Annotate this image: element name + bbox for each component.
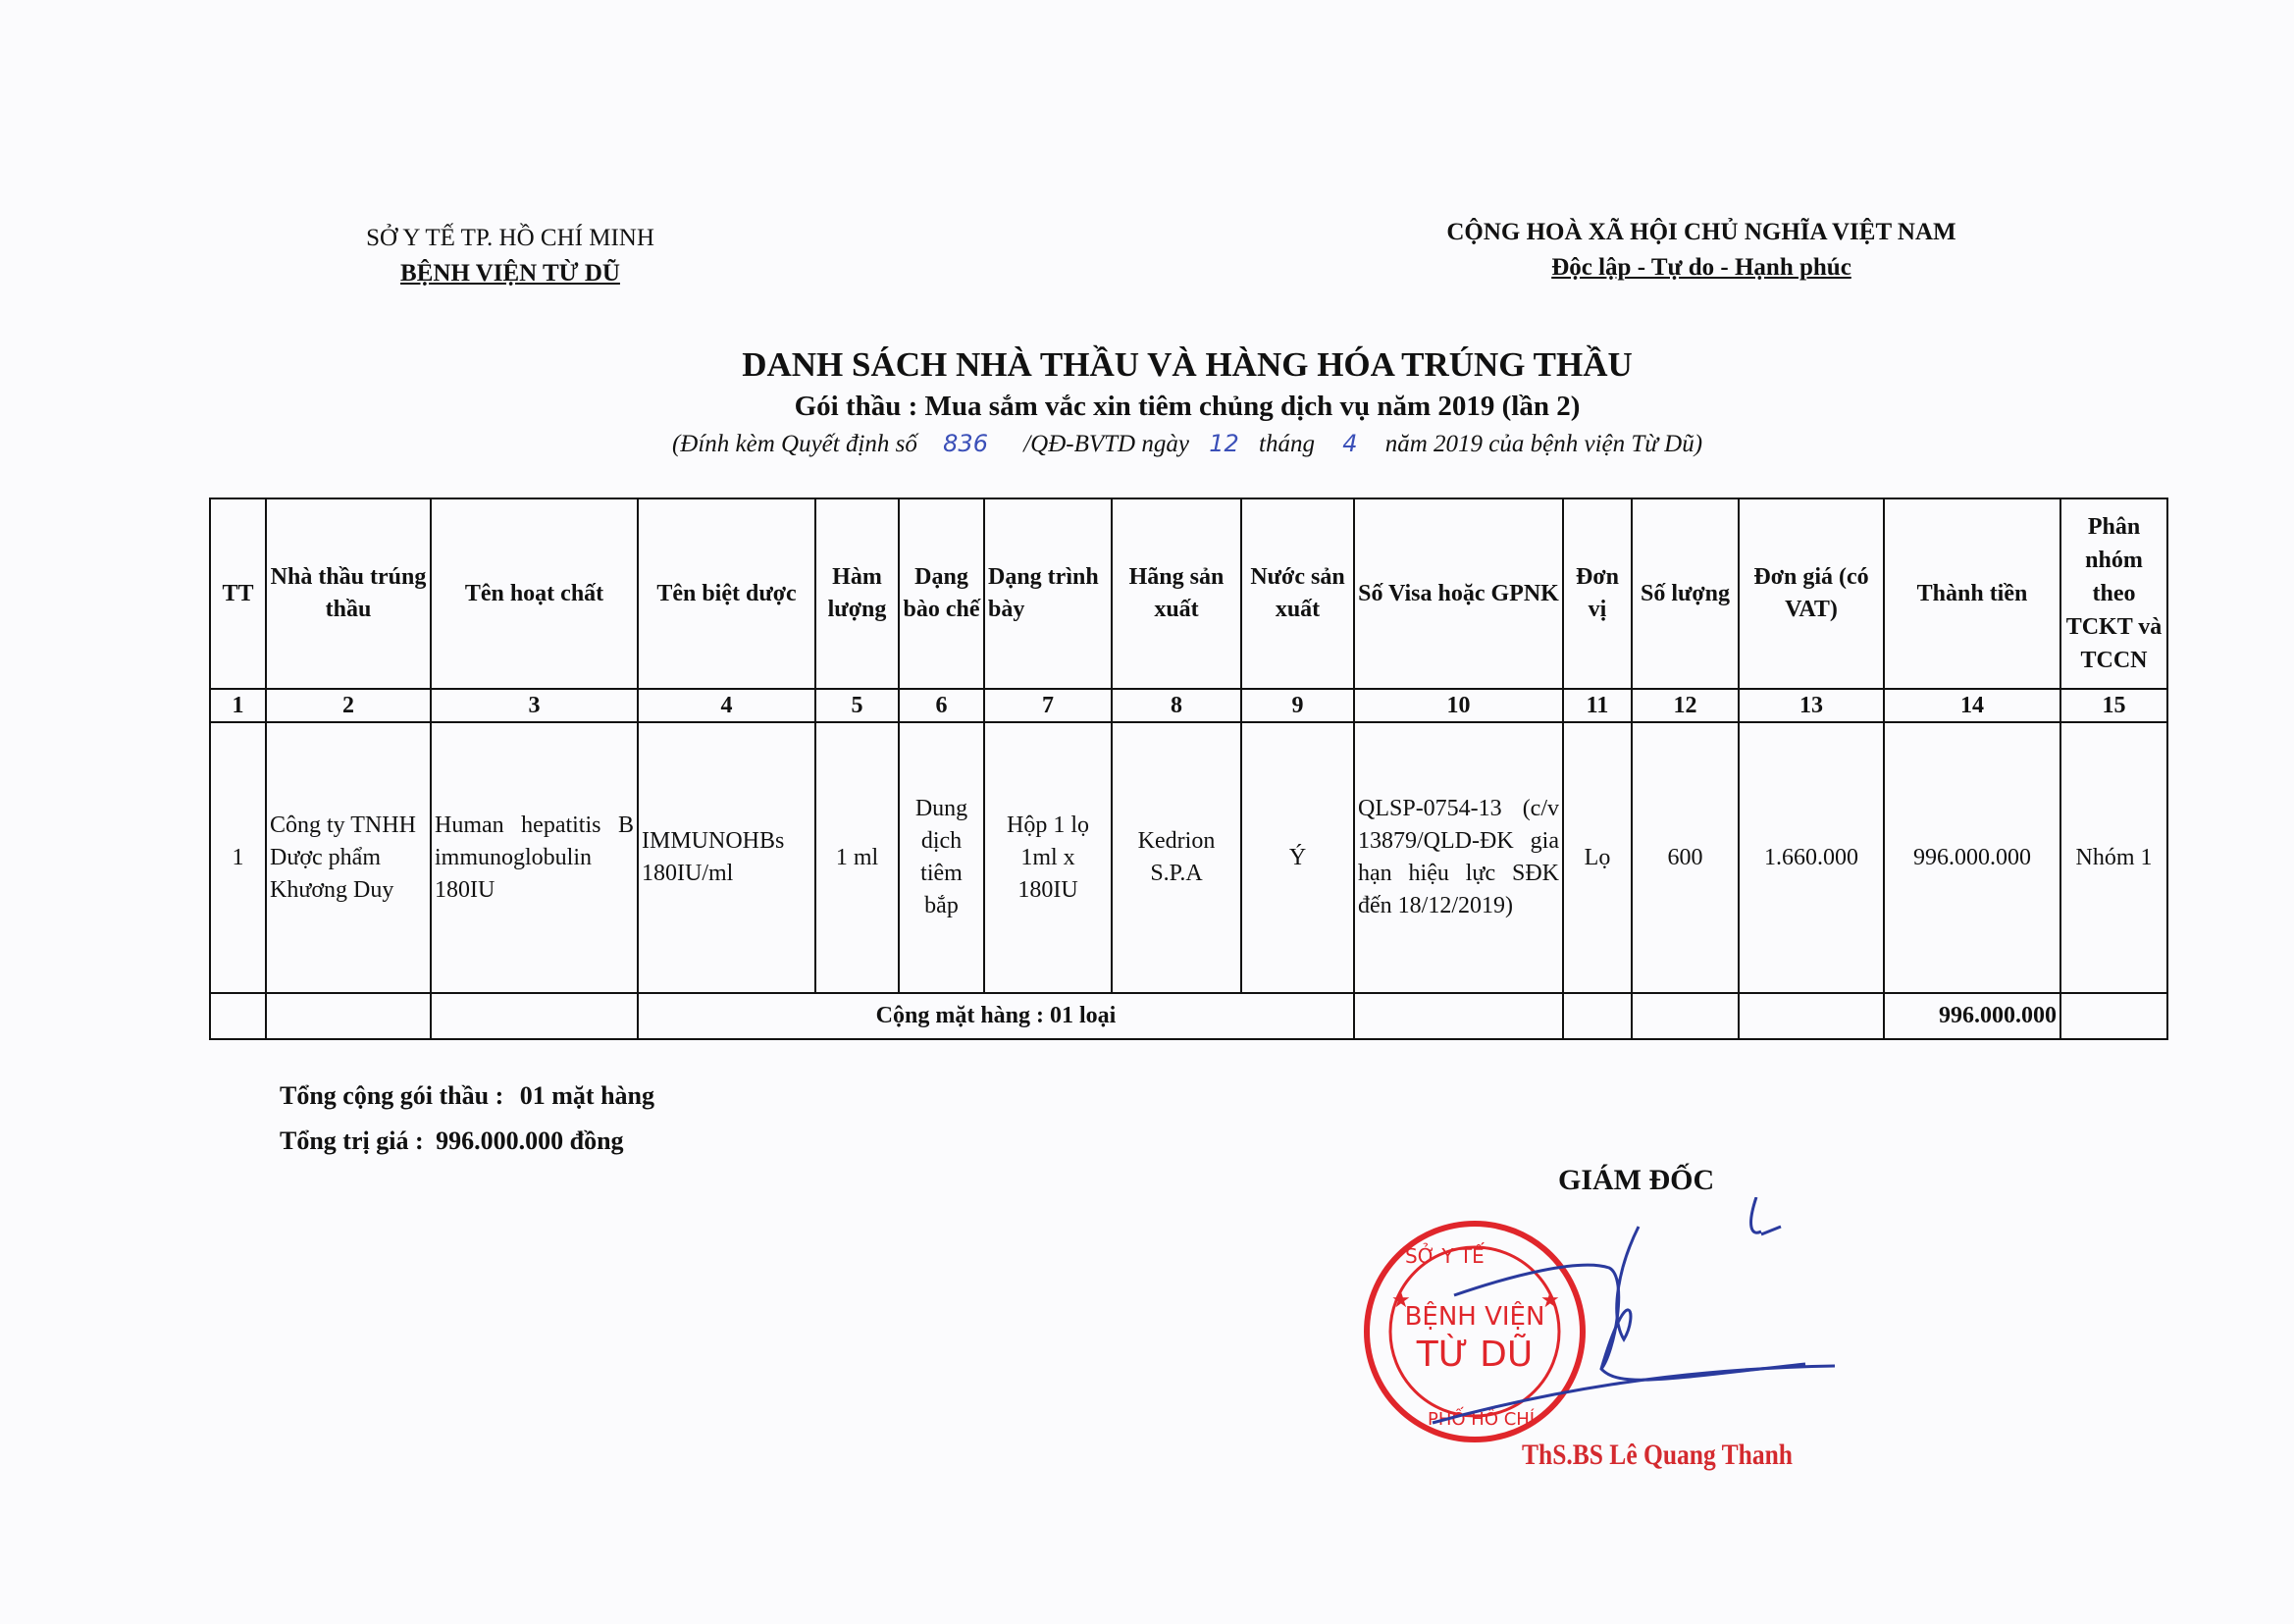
agency-name: SỞ Y TẾ TP. HỒ CHÍ MINH (366, 225, 654, 251)
summary-items (280, 1081, 654, 1111)
col-header: Đơn vị (1563, 498, 1632, 689)
col-header: Hãng sản xuất (1112, 498, 1241, 689)
empty-cell (1354, 993, 1563, 1039)
svg-text:SỞ Y TẾ: SỞ Y TẾ (1405, 1244, 1485, 1268)
cell-group: Nhóm 1 (2060, 722, 2167, 993)
col-number: 15 (2060, 689, 2167, 722)
empty-cell (1632, 993, 1739, 1039)
empty-cell (266, 993, 431, 1039)
col-number: 12 (1632, 689, 1739, 722)
col-header: Tên hoạt chất (431, 498, 638, 689)
decision-day: 12 (1209, 430, 1239, 457)
summary-value (280, 1126, 624, 1156)
col-header: Tên biệt dược (638, 498, 815, 689)
table-header-row (210, 498, 2167, 689)
hospital-name: BỆNH VIỆN TỪ DŨ (400, 260, 620, 287)
svg-text:PHỐ HỒ CHÍ: PHỐ HỒ CHÍ (1428, 1409, 1536, 1430)
table-row (210, 722, 2167, 993)
col-number: 7 (984, 689, 1112, 722)
cell-unit: Lọ (1563, 722, 1632, 993)
summary-value-label: Tổng trị giá : (280, 1126, 424, 1155)
decision-number: 836 (943, 430, 988, 457)
col-number: 4 (638, 689, 815, 722)
col-number: 2 (266, 689, 431, 722)
attachment-mid2: tháng (1259, 431, 1315, 457)
col-number: 5 (815, 689, 899, 722)
page-title: DANH SÁCH NHÀ THẦU VÀ HÀNG HÓA TRÚNG THẦU (742, 345, 1633, 384)
empty-cell (1739, 993, 1884, 1039)
cell-dosage-form: Dung dịch tiêm bắp (899, 722, 984, 993)
header-right (1358, 215, 2045, 286)
col-number: 1 (210, 689, 266, 722)
cell-country: Ý (1241, 722, 1354, 993)
nation-name: CỘNG HOÀ XÃ HỘI CHỦ NGHĨA VIỆT NAM (1446, 219, 1956, 245)
empty-cell (2060, 993, 2167, 1039)
col-number: 9 (1241, 689, 1354, 722)
winning-bids-table (209, 498, 2168, 1040)
col-header: Nước sản xuất (1241, 498, 1354, 689)
col-header: Số lượng (1632, 498, 1739, 689)
signatory-name: ThS.BS Lê Quang Thanh (1522, 1439, 1793, 1471)
col-number: 10 (1354, 689, 1563, 722)
hospital-stamp (1367, 1224, 1583, 1440)
empty-cell (431, 993, 638, 1039)
summary-items-label: Tổng cộng gói thầu : (280, 1081, 504, 1110)
col-number: 6 (899, 689, 984, 722)
motto: Độc lập - Tự do - Hạnh phúc (1551, 254, 1851, 281)
attachment-mid1: /QĐ-BVTD ngày (1023, 431, 1189, 457)
col-header: Đơn giá (có VAT) (1739, 498, 1884, 689)
cell-packaging: Hộp 1 lọ 1ml x 180IU (984, 722, 1112, 993)
total-row (210, 993, 2167, 1039)
summary-items-value: 01 mặt hàng (519, 1081, 655, 1110)
cell-manufacturer: Kedrion S.P.A (1112, 722, 1241, 993)
col-header: Thành tiền (1884, 498, 2060, 689)
col-header: TT (210, 498, 266, 689)
attachment-prefix: (Đính kèm Quyết định số (671, 431, 917, 457)
col-header: Dạng bào chế (899, 498, 984, 689)
decision-month: 4 (1342, 430, 1358, 457)
signature-role: GIÁM ĐỐC (1558, 1164, 1715, 1196)
empty-cell (1563, 993, 1632, 1039)
cell-amount: 996.000.000 (1884, 722, 2060, 993)
col-header: Dạng trình bày (984, 498, 1112, 689)
col-number: 14 (1884, 689, 2060, 722)
col-number: 13 (1739, 689, 1884, 722)
svg-text:★: ★ (1391, 1287, 1411, 1312)
col-number: 11 (1563, 689, 1632, 722)
col-header: Hàm lượng (815, 498, 899, 689)
attachment-line (0, 430, 2294, 458)
cell-visa-number: QLSP-0754-13 (c/v 13879/QLD-ĐK gia hạn hiệu lực SĐK đến 18/12/2019) (1354, 722, 1563, 993)
cell-quantity: 600 (1632, 722, 1739, 993)
svg-text:BỆNH VIỆN: BỆNH VIỆN (1404, 1302, 1545, 1332)
cell-active-ingredient: Human hepatitis B immunoglobulin 180IU (431, 722, 638, 993)
col-number: 8 (1112, 689, 1241, 722)
cell-strength: 1 ml (815, 722, 899, 993)
cell-brand-name: IMMUNOHBs 180IU/ml (638, 722, 815, 993)
cell-index: 1 (210, 722, 266, 993)
header-left (314, 221, 706, 291)
column-number-row (210, 689, 2167, 722)
cell-unit-price: 1.660.000 (1739, 722, 1884, 993)
col-header: Số Visa hoặc GPNK (1354, 498, 1563, 689)
svg-text:★: ★ (1540, 1287, 1560, 1312)
col-number: 3 (431, 689, 638, 722)
stamp-and-signature (1344, 1197, 1854, 1452)
col-header: Phân nhóm theo TCKT và TCCN (2060, 498, 2167, 689)
empty-cell (210, 993, 266, 1039)
svg-text:TỪ DŨ: TỪ DŨ (1416, 1335, 1534, 1375)
summary-value-amount: 996.000.000 đồng (436, 1126, 624, 1155)
col-header: Nhà thầu trúng thầu (266, 498, 431, 689)
attachment-suffix: năm 2019 của bệnh viện Từ Dũ) (1384, 431, 1703, 457)
total-value: 996.000.000 (1884, 993, 2060, 1039)
total-label: Cộng mặt hàng : 01 loại (638, 993, 1354, 1039)
subtitle: Gói thầu : Mua sắm vắc xin tiêm chủng dịch vụ năm 2019 (lần 2) (794, 391, 1581, 422)
cell-contractor: Công ty TNHH Dược phẩm Khương Duy (266, 722, 431, 993)
